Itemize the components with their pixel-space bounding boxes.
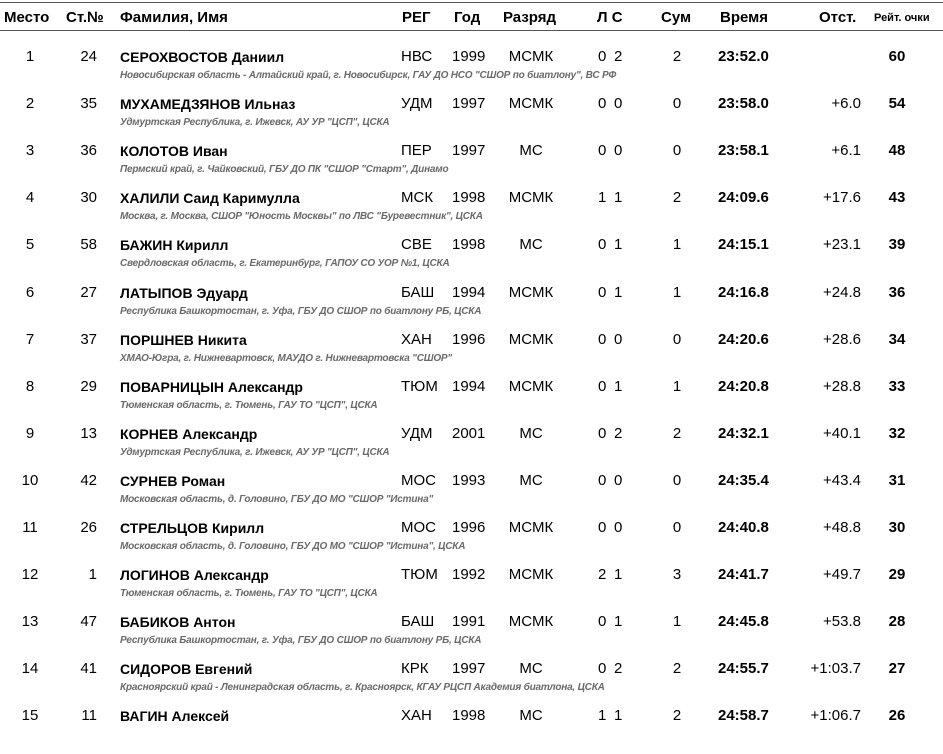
shooting-prone: 0 [598,142,607,160]
rating-points: 39 [888,236,906,254]
athlete-name: ПОРШНЕВ Никита [120,331,247,348]
shooting-prone: 0 [598,660,607,678]
region-code: ХАН [401,707,432,725]
place: 13 [21,613,39,631]
shooting-prone: 1 [598,707,607,725]
birth-year: 1992 [452,566,486,584]
shooting-standing: 1 [614,707,623,725]
sport-rank: МСМК [508,189,554,207]
region-code: ПЕР [401,142,432,160]
athlete-name: КОЛОТОВ Иван [120,143,228,160]
sport-rank: МСМК [508,519,554,536]
place: 14 [21,660,39,678]
place: 8 [25,377,35,395]
bib-number: 35 [80,95,97,113]
athlete-name: ВАГИН Алексей [120,708,230,725]
header-place: Место [4,9,50,26]
table-row [0,613,943,660]
penalty-sum: 0 [672,142,682,160]
place: 4 [25,189,35,207]
time-behind: +1:03.7 [810,660,861,678]
time-behind: +23.1 [823,236,861,254]
place: 11 [22,519,38,536]
shooting-standing: 1 [614,189,623,207]
birth-year: 1991 [452,613,486,631]
bib-number: 27 [80,283,97,301]
penalty-sum: 2 [672,424,682,442]
athlete-name: МУХАМЕДЗЯНОВ Ильназ [120,96,296,113]
finish-time: 24:35.4 [718,471,769,489]
time-behind: +28.6 [823,330,861,348]
rating-points: 34 [888,330,906,348]
bib-number: 47 [80,613,97,631]
birth-year: 1996 [452,519,486,536]
bib-number: 37 [80,330,97,348]
region-code: МОС [401,519,436,536]
header-rank: Разряд [503,9,557,26]
rating-points: 43 [888,189,906,207]
rating-points: 33 [888,377,906,395]
bib-number: 42 [80,471,97,489]
rating-points: 30 [888,519,906,536]
rating-points: 31 [888,471,906,489]
shooting-prone: 0 [598,613,607,631]
place: 3 [25,142,35,160]
table-row [0,95,943,142]
shooting-prone: 2 [598,566,607,584]
shooting-standing: 0 [614,519,623,536]
birth-year: 1993 [452,471,486,489]
finish-time: 24:41.7 [718,566,769,584]
bib-number: 41 [80,660,97,678]
birth-year: 1994 [452,283,486,301]
time-behind: +1:06.7 [810,707,861,725]
rating-points: 48 [888,142,906,160]
header-region: РЕГ [402,9,431,26]
sport-rank: МС [519,707,543,725]
header-sum: Сум [661,9,692,26]
finish-time: 24:58.7 [718,707,769,725]
birth-year: 1996 [452,330,486,348]
sport-rank: МСМК [508,613,554,631]
birth-year: 1998 [452,707,486,725]
sport-rank: МС [519,660,543,678]
rating-points: 27 [888,660,906,678]
bib-number: 1 [88,566,97,584]
rating-points: 28 [888,613,906,631]
athlete-name: БАЖИН Кирилл [120,237,229,254]
table-row [0,566,943,613]
birth-year: 1997 [452,142,486,160]
sport-rank: МС [519,236,543,254]
time-behind: +40.1 [823,424,861,442]
club-affiliation: Тюменская область, г. Тюмень, ГАУ ТО "ЦСП", ЦСКА [120,588,378,600]
shooting-prone: 0 [598,377,607,395]
time-behind: +6.1 [831,142,861,160]
header-bib: Ст.№ [66,9,104,26]
athlete-name: ЛОГИНОВ Александр [120,567,269,584]
table-row [0,331,943,378]
club-affiliation: Республика Башкортостан, г. Уфа, ГБУ ДО СШОР по биатлону РБ, ЦСКА [120,635,482,647]
bib-number: 24 [80,48,97,65]
finish-time: 24:32.1 [718,424,769,442]
finish-time: 24:55.7 [718,660,769,678]
club-affiliation: Свердловская область, г. Екатеринбург, ГАПОУ СО УОР №1, ЦСКА [120,258,450,270]
place: 1 [25,48,35,65]
penalty-sum: 0 [672,519,682,536]
rating-points: 36 [888,283,906,301]
shooting-standing: 1 [614,613,623,631]
time-behind: +43.4 [823,471,861,489]
shooting-standing: 0 [614,142,623,160]
club-affiliation: Тюменская область, г. Тюмень, ГАУ ТО "ЦСП", ЦСКА [120,399,378,411]
region-code: МОС [401,471,436,489]
region-code: ТЮМ [401,566,438,584]
athlete-name: ЛАТЫПОВ Эдуард [120,284,248,301]
shooting-standing: 1 [614,283,623,301]
header-time: Время [720,9,768,26]
place: 15 [21,707,39,725]
shooting-prone: 0 [598,519,607,536]
sport-rank: МСМК [508,330,554,348]
penalty-sum: 0 [672,330,682,348]
shooting-prone: 0 [598,48,607,65]
birth-year: 1994 [452,377,486,395]
place: 5 [25,236,35,254]
penalty-sum: 0 [672,95,682,113]
athlete-name: БАБИКОВ Антон [120,614,236,631]
region-code: МСК [401,189,434,207]
club-affiliation: Удмуртская Республика, г. Ижевск, АУ УР "ЦСП", ЦСКА [120,446,390,458]
athlete-name: СИДОРОВ Евгений [120,661,253,678]
finish-time: 24:40.8 [718,519,769,536]
penalty-sum: 1 [672,283,682,301]
time-behind: +53.8 [823,613,861,631]
shooting-prone: 0 [598,424,607,442]
penalty-sum: 2 [672,660,682,678]
bib-number: 29 [80,377,97,395]
table-row [0,142,943,189]
club-affiliation: Пермский край, г. Чайковский, ГБУ ДО ПК "СШОР "Старт", Динамо [120,164,449,176]
region-code: ХАН [401,330,432,348]
finish-time: 24:16.8 [718,283,769,301]
table-row [0,378,943,425]
bib-number: 30 [80,189,97,207]
shooting-prone: 0 [598,236,607,254]
table-row [0,189,943,236]
region-code: УДМ [401,95,433,113]
birth-year: 1997 [452,660,486,678]
penalty-sum: 1 [672,236,682,254]
shooting-standing: 0 [614,471,623,489]
shooting-prone: 0 [598,330,607,348]
shooting-standing: 0 [614,95,623,113]
header-behind: Отст. [819,9,857,26]
shooting-standing: 1 [614,236,623,254]
shooting-standing: 2 [614,424,623,442]
time-behind: +6.0 [831,95,861,113]
finish-time: 23:58.1 [718,142,769,160]
rating-points: 60 [888,48,906,65]
header-points: Рейт. очки [874,12,930,24]
penalty-sum: 1 [672,377,682,395]
table-row [0,707,943,754]
birth-year: 1997 [452,95,486,113]
birth-year: 2001 [452,424,486,442]
penalty-sum: 2 [672,707,682,725]
bib-number: 58 [80,236,97,254]
table-row [0,236,943,283]
time-behind: +24.8 [823,283,861,301]
header-name: Фамилия, Имя [120,9,228,26]
penalty-sum: 2 [672,48,682,65]
sport-rank: МС [519,424,543,442]
athlete-name: ХАЛИЛИ Саид Каримулла [120,190,300,207]
penalty-sum: 1 [672,613,682,631]
shooting-prone: 1 [598,189,607,207]
rating-points: 54 [888,95,906,113]
finish-time: 24:20.6 [718,330,769,348]
region-code: БАШ [401,283,435,301]
bib-number: 26 [80,519,97,536]
shooting-prone: 0 [598,283,607,301]
region-code: ТЮМ [401,377,438,395]
sport-rank: МСМК [508,48,554,65]
header-year: Год [454,9,481,26]
finish-time: 24:15.1 [718,236,769,254]
shooting-standing: 0 [614,330,623,348]
shooting-prone: 0 [598,471,607,489]
table-row [0,472,943,519]
penalty-sum: 3 [672,566,682,584]
penalty-sum: 0 [672,471,682,489]
region-code: УДМ [401,424,433,442]
birth-year: 1998 [452,189,486,207]
athlete-name: СУРНЕВ Роман [120,472,226,489]
finish-time: 24:09.6 [718,189,769,207]
rating-points: 32 [888,424,906,442]
shooting-standing: 1 [614,377,623,395]
table-row [0,519,943,566]
region-code: НВС [401,48,433,65]
shooting-prone: 0 [598,95,607,113]
club-affiliation: Московская область, д. Головино, ГБУ ДО МО "СШОР "Истина", ЦСКА [120,541,466,552]
table-row [0,425,943,472]
club-affiliation: Удмуртская Республика, г. Ижевск, АУ УР "ЦСП", ЦСКА [120,117,390,129]
rating-points: 26 [888,707,906,725]
athlete-name: КОРНЕВ Александр [120,425,258,442]
rating-points: 29 [888,566,906,584]
birth-year: 1999 [452,48,486,65]
sport-rank: МСМК [508,566,554,584]
place: 12 [21,566,39,584]
club-affiliation: Красноярский край - Ленинградская область, г. Красноярск, КГАУ РЦСП Академия биатлона, ЦСКА [120,682,605,694]
shooting-standing: 2 [614,660,623,678]
time-behind: +48.8 [823,519,861,536]
time-behind: +17.6 [823,189,861,207]
finish-time: 24:20.8 [718,377,769,395]
table-row [0,284,943,331]
region-code: БАШ [401,613,435,631]
birth-year: 1998 [452,236,486,254]
results-table-header [0,2,943,31]
athlete-name: ПОВАРНИЦЫН Александр [120,378,303,395]
sport-rank: МСМК [508,283,554,301]
bib-number: 36 [80,142,97,160]
region-code: СВЕ [401,236,432,254]
finish-time: 24:45.8 [718,613,769,631]
athlete-name: СТРЕЛЬЦОВ Кирилл [120,520,265,536]
place: 10 [21,471,39,489]
finish-time: 23:52.0 [718,48,769,65]
region-code: КРК [401,660,429,678]
time-behind: +49.7 [823,566,861,584]
place: 7 [25,330,35,348]
place: 9 [25,424,35,442]
club-affiliation: Республика Башкортостан, г. Уфа, ГБУ ДО СШОР по биатлону РБ, ЦСКА [120,305,482,317]
club-affiliation: Новосибирская область - Алтайский край, г. Новосибирск, ГАУ ДО НСО "СШОР по биатлону", ВС РФ [120,70,617,81]
sport-rank: МС [519,471,543,489]
sport-rank: МСМК [508,95,554,113]
club-affiliation: Москва, г. Москва, СШОР "Юность Москвы" по ЛВС "Буревестник", ЦСКА [120,211,483,223]
table-row [0,48,943,95]
shooting-standing: 1 [614,566,623,584]
time-behind: +28.8 [823,377,861,395]
table-row [0,660,943,707]
place: 2 [25,95,35,113]
club-affiliation: ХМАО-Югра, г. Нижневартовск, МАУДО г. Нижневартовска "СШОР" [120,352,452,364]
sport-rank: МСМК [508,377,554,395]
bib-number: 11 [81,707,97,725]
header-shooting: Л С [597,9,623,26]
shooting-standing: 2 [614,48,623,65]
athlete-name: СЕРОХВОСТОВ Даниил [120,49,285,65]
penalty-sum: 2 [672,189,682,207]
finish-time: 23:58.0 [718,95,769,113]
bib-number: 13 [80,424,97,442]
place: 6 [25,283,35,301]
sport-rank: МС [519,142,543,160]
club-affiliation: Московская область, д. Головино, ГБУ ДО МО "СШОР "Истина" [120,493,433,505]
